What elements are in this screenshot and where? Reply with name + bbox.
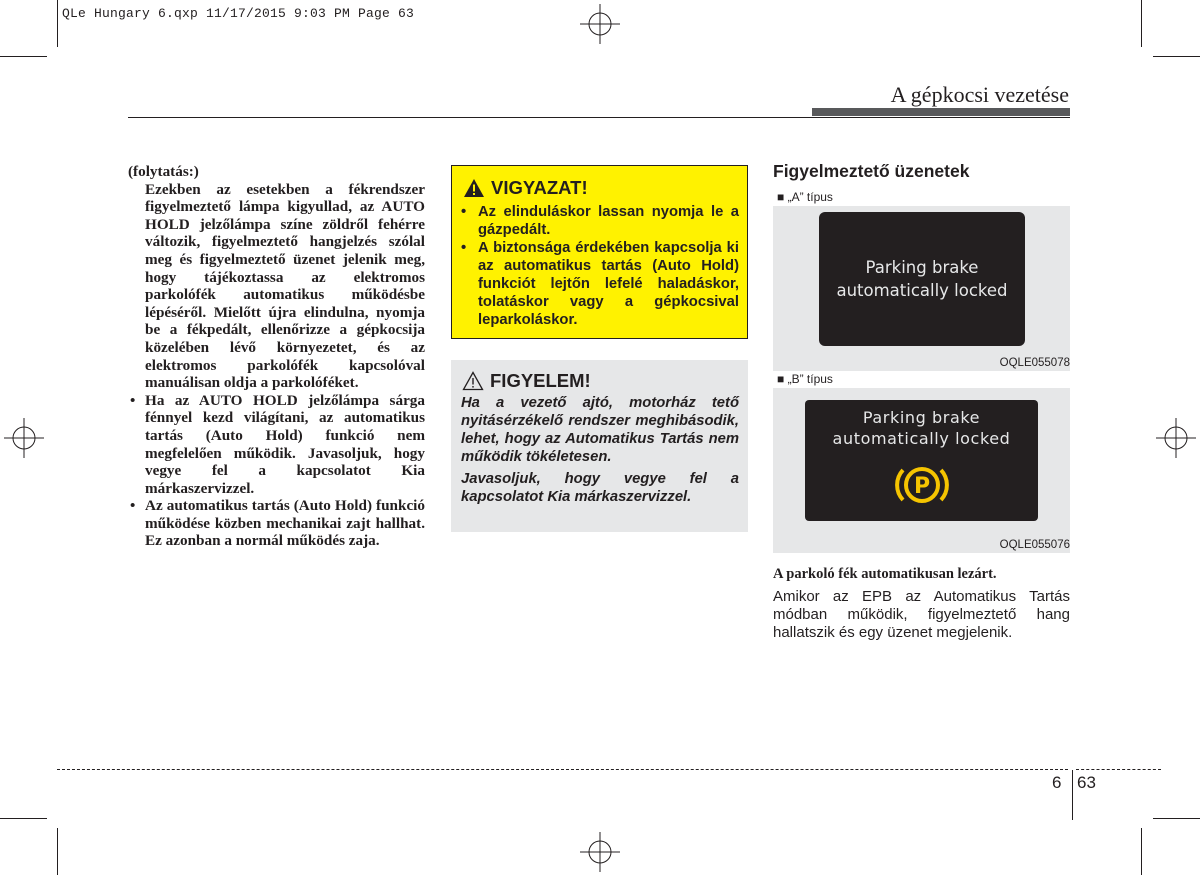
page-number: 63 [1077, 773, 1096, 792]
type-a-display [819, 212, 1025, 346]
warning-triangle-icon [463, 178, 485, 198]
display-line: automatically locked [836, 281, 1008, 300]
footer-dashed-rule [1076, 769, 1161, 770]
list-item: • Ha az AUTO HOLD jelzőlámpa sárga fénnyel kezd világítani, az automatikus tartás (Auto Hold) funkció nem megfelelően működik. Javasoljuk, hogy vegye fel a kapcsolatot Kia márkaszervizzel. [130, 391, 425, 497]
registration-mark-icon [580, 832, 620, 872]
type-a-figure [773, 206, 1070, 371]
caution-title: VIGYAZAT! [491, 177, 588, 198]
crop-mark [0, 818, 47, 819]
parking-brake-icon [893, 462, 951, 508]
crop-mark [1153, 56, 1200, 57]
section-heading: Figyelmeztető üzenetek [773, 161, 970, 181]
image-code: OQLE055076 [999, 539, 1070, 551]
warning-triangle-outline-icon [462, 371, 484, 391]
intro-paragraph: Ezekben az esetekben a fékrendszer figyelmeztető lámpa kigyullad, az AUTO HOLD jelzőlámpa színe zöldről fehérre változik, figyelmeztető hangjelzés szólal meg és figyelmeztető üzenet jelenik meg, hogy tájékoztassa az elektromos parkolófék automatikus működésbe lépéséről. Mielőtt újra elindulna, nyomja be a fékpedált, ellenőrizze a gépkocsija közelében lévő környezetet, és az elektromos parkolófék kapcsolóval manuálisan oldja a parkolóféket. [145, 180, 425, 392]
registration-mark-icon [4, 418, 44, 458]
image-code: OQLE055078 [999, 357, 1070, 369]
list-item: • Az elinduláskor lassan nyomja le a gázpedált. [461, 204, 739, 238]
list-item: • Az automatikus tartás (Auto Hold) funkció működése közben mechanikai zajt hallhat. Ez azonban a normál működés zaja. [130, 497, 425, 550]
list-item-text: Ha az AUTO HOLD jelzőlámpa sárga fénnyel kezd világítani, az automatikus tartás (Auto Hold) funkció nem megfelelően működik. Javasoljuk, hogy vegye fel a kapcsolatot Kia márkaszervizzel. [145, 391, 425, 497]
footer-dashed-rule [57, 769, 1068, 770]
chapter-title: A gépkocsi vezetése [890, 82, 1069, 107]
header-divider [128, 117, 1070, 118]
notice-title: FIGYELEM! [490, 370, 591, 391]
caution-header [463, 177, 588, 199]
body-paragraph: Amikor az EPB az Automatikus Tartás módban működik, figyelmeztető hang hallatszik és egy üzenet megjelenik. [773, 588, 1070, 641]
crop-mark [1141, 828, 1142, 875]
caution-box [451, 165, 748, 339]
crop-mark [1153, 818, 1200, 819]
display-line: Parking brake [862, 408, 981, 427]
type-b-label: ■ „B” típus [777, 372, 833, 386]
crop-mark [1141, 0, 1142, 47]
registration-mark-icon [1156, 418, 1196, 458]
figure-caption: A parkoló fék automatikusan lezárt. [773, 566, 997, 582]
notice-header [462, 370, 591, 392]
type-b-display [805, 400, 1038, 521]
list-item: • A biztonsága érdekében kapcsolja ki az automatikus tartás (Auto Hold) funkciót lejtőn lefelé haladáskor, tolatáskor vagy a gépkocsival leparkoláskor. [461, 240, 739, 328]
crop-mark [57, 828, 58, 875]
caution-list [461, 203, 739, 329]
display-line: Parking brake [865, 258, 979, 277]
registration-mark-icon [580, 4, 620, 44]
list-item-text: Az elinduláskor lassan nyomja le a gázpedált. [478, 204, 739, 238]
page-number-divider [1072, 770, 1073, 820]
list-item-text: A biztonsága érdekében kapcsolja ki az automatikus tartás (Auto Hold) funkciót lejtőn lefelé haladáskor, tolatáskor vagy a gépkocsival leparkoláskor. [478, 240, 739, 328]
left-column [128, 163, 425, 550]
chapter-number: 6 [1052, 773, 1062, 792]
bullet-list [128, 392, 425, 550]
display-line: automatically locked [832, 429, 1011, 448]
header-rule [812, 108, 1070, 116]
notice-paragraph: Ha a vezető ajtó, motorház tető nyitásérzékelő rendszer meghibásodik, lehet, hogy az Automatikus Tartás nem működik tökéletesen. [461, 395, 739, 465]
crop-mark [0, 56, 47, 57]
crop-mark [57, 0, 58, 47]
notice-paragraph: Javasoljuk, hogy vegye fel a kapcsolatot Kia márkaszervizzel. [461, 471, 739, 505]
type-a-label: ■ „A” típus [777, 190, 833, 204]
continued-label: (folytatás:) [128, 163, 199, 180]
notice-box [451, 360, 748, 532]
type-b-figure [773, 388, 1070, 553]
notice-body [461, 394, 739, 510]
print-slug: QLe Hungary 6.qxp 11/17/2015 9:03 PM Page 63 [62, 6, 415, 21]
svg-text:P: P [913, 474, 931, 499]
list-item-text: Az automatikus tartás (Auto Hold) funkció működése közben mechanikai zajt hallhat. Ez azonban a normál működés zaja. [145, 497, 425, 550]
